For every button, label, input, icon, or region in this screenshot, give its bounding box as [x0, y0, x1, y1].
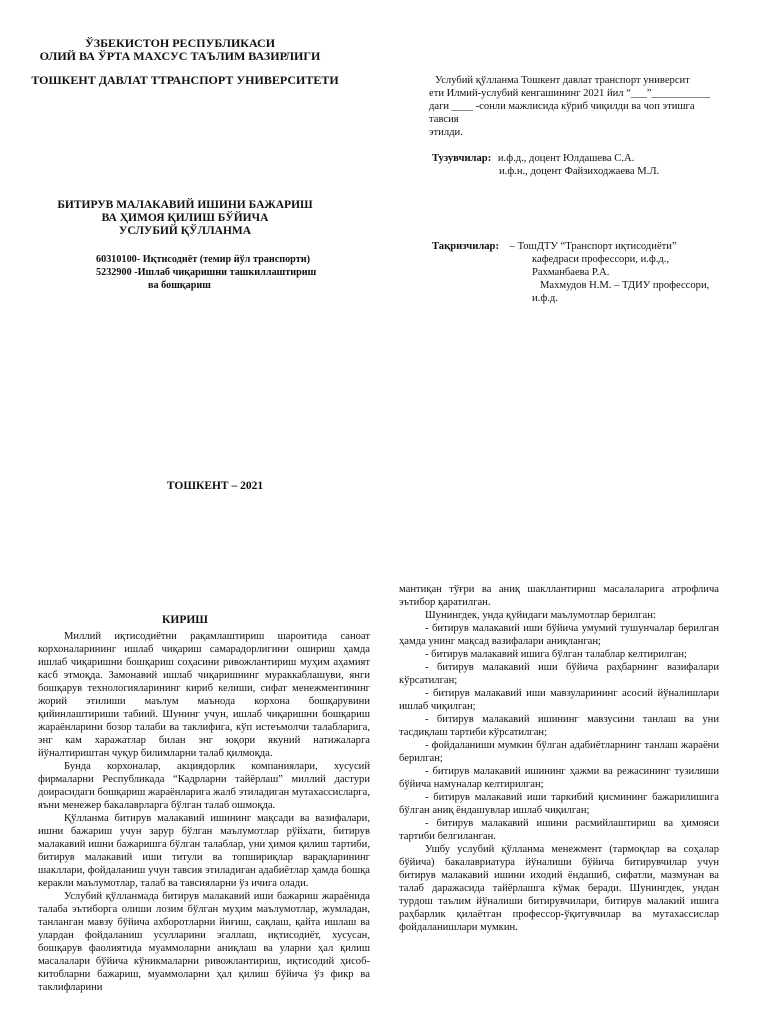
title-line-2: ВА ҲИМОЯ ҚИЛИШ БЎЙИЧА — [101, 212, 269, 224]
reviewer-line-2: кафедраси профессори, и.ф.д., — [532, 254, 670, 265]
title-line-1: БИТИРУВ МАЛАКАВИЙ ИШИНИ БАЖАРИШ — [57, 199, 313, 211]
compiler-1: и.ф.д., доцент Юлдашева С.А. — [497, 153, 635, 164]
right-line-3: - битирув малакавий иши бўйича умумий тушунчалар берилган ҳамда унинг мақсад вазифалари аниқланган; — [399, 623, 719, 647]
right-line-8: - фойдаланиши мумкин бўлган адабиётларнинг танлаш жараёни берилган; — [399, 740, 719, 764]
compilers-block — [432, 152, 732, 178]
right-line-10: - битирув малакавий иши таркибий қисмининг бажарилишига бўлган аниқ ёндашувлар ишлаб чиқилган; — [399, 792, 719, 816]
right-line-6: - битирув малакавий иши мавзуларининг асосий йўналишлари ишлаб чиқилган; — [399, 688, 719, 712]
header-line-2: ОЛИЙ ВА ЎРТА МАХСУС ТАЪЛИМ ВАЗИРЛИГИ — [39, 49, 321, 63]
specialty-line-2: 5232900 -Ишлаб чиқаришни ташкиллаштириш — [96, 267, 317, 278]
reviewer-line-4: Махмудов Н.М. – ТДИУ профессори, — [540, 280, 710, 291]
intro-right-column — [399, 583, 719, 933]
right-line-1: мантиқан тўғри ва аниқ шакллантириш масалаларига атрофлича эътибор қаратилган. — [399, 584, 719, 608]
header-line-1: ЎЗБЕКИСТОН РЕСПУБЛИКАСИ — [84, 36, 276, 50]
intro-paragraph-1: Миллий иқтисодиётни рақамлаштириш шароитида саноат корхоналарининг ишлаб чиқариш самарадорлигини ошириш ҳамда ишлаб чиқаришни бошқариш соҳасини ривожлантириш муҳим аҳамият касб этмоқда. Замонавий ишлаб чиқаришнинг мураккаблашуви, янги бошқарув технологияларининг кириб келиши, сифат менежментининг жорий этилиши маълум маънода корхона бошқарувини қийинлаштириши табиий. Шунинг учун, ишлаб чиқаришни бошқариш жараёнларини бозор талаби ва таклифига, кўп истеъмолчи талабларига, энг кам харажатлар билан энг юқори якуний натижаларга йўналтириштан чуқур билимларни талаб қилмоқда. — [38, 631, 370, 759]
intro-paragraph-3: Қўлланма битирув малакавий ишининг мақсади ва вазифалари, ишни бажариш учун зарур бўлган маълумотлар рўйхати, битирув малакавий ишни бажаришга бўлган талаблар, уни ҳимоя қилиш тартиби, битирув малакавий иши титули ва топшириқлар варақларининг шакллари, фойдаланиш учун тавсия этиладиган адабиётлар ҳамда бошқа керакли маълумотлар, талаб ва тавсияларни ўз ичига олади. — [38, 813, 370, 889]
approval-note — [429, 74, 721, 139]
reviewer-line-5: и.ф.д. — [532, 293, 558, 304]
reviewer-line-1: – ТошДТУ “Транспорт иқтисодиёти” — [509, 241, 677, 252]
city-year: ТОШКЕНТ – 2021 — [166, 480, 264, 492]
ministry-header — [10, 37, 350, 63]
approval-line-1: Услубий қўлланма Тошкент давлат транспорт университ — [435, 75, 690, 86]
document-title — [40, 199, 330, 238]
university-name: ТОШКЕНТ ДАВЛАТ ТТРАНСПОРТ УНИВЕРСИТЕТИ — [31, 73, 339, 87]
right-line-11: - битирув малакавий ишини расмийлаштириш ва ҳимояси тартиби белгиланган. — [399, 818, 719, 842]
reviewers-block — [432, 240, 732, 305]
right-line-9: - битирув малакавий ишининг ҳажми ва режасининг тузилиши бўйича намуналар келтирилган; — [399, 766, 719, 790]
right-line-2: Шунингдек, унда қуйидаги маълумотлар берилган: — [425, 610, 656, 621]
reviewers-label: Тақризчилар: — [432, 241, 499, 252]
approval-line-3: даги ____ -сонли мажлисида кўриб чиқилди ва чоп этишга тавсия — [429, 101, 695, 125]
reviewer-line-3: Рахманбаева Р.А. — [532, 267, 610, 278]
right-line-4: - битирув малакавий ишига бўлган талаблар келтирилган; — [425, 649, 687, 660]
title-line-3: УСЛУБИЙ ҚЎЛЛАНМА — [118, 225, 252, 237]
approval-line-2: ети Илмий-услубий кенгашининг 2021 йил “___”___________ — [429, 88, 710, 99]
intro-paragraph-2: Бунда корхоналар, акциядорлик компаниялари, хусусий фирмаларни Республикада “Кадрларни тайёрлаш” миллий дастури доирасидаги бошқариш жараёнларига жалб этиладиган мутахассисларга, яъни менежер бакалаврларга бўлган талаб ошмоқда. — [38, 761, 370, 811]
specialty-line-1: 60310100- Иқтисодиёт (темир йўл транспорти) — [96, 254, 310, 265]
intro-heading: КИРИШ — [162, 614, 208, 626]
compilers-label: Тузувчилар: — [432, 153, 492, 164]
specialty-block — [96, 253, 356, 292]
specialty-line-3: ва бошқариш — [148, 280, 211, 291]
compiler-2: и.ф.н., доцент Файзиходжаева М.Л. — [499, 166, 660, 177]
intro-paragraph-4: Услубий қўлланмада битирув малакавий иши бажариш жараёнида талаба эътиборга олиши лозим бўлган муҳим маълумотлар, жумладан, танланган мавзу бўйича ахборотларни йиғиш, сақлаш, қайта ишлаш ва улардан фойдаланиш усулларини эгаллаш, иқтисодиёт, хусусан, бошқарув фаолиятида муаммоларни аниқлаш ва уларни ҳал қилиш масалалари бўйича кўникмаларни ривожлантириш, иқтисодий ҳисоб-китобларни бажариш, муаммоларни ҳал қилиш бўйича ўз фикр ва таклифларини — [38, 891, 370, 993]
intro-left-column — [38, 630, 370, 1022]
right-line-5: - битирув малакавий иши бўйича раҳбарнинг вазифалари кўрсатилган; — [399, 662, 719, 686]
approval-line-4: этилди. — [429, 127, 463, 138]
right-line-7: - битирув малакавий ишининг мавзусини танлаш ва уни тасдиқлаш тартиби кўрсатилган; — [399, 714, 719, 738]
right-line-12: Ушбу услубий қўлланма менежмент (тармоқлар ва соҳалар бўйича) бакалавриатура йўналиши бўйича битирувчилар учун битирув малакавий ишини иходий ёндашиб, сифатли, мазмунан ва талаб даражасида тайёрлашга кўмак беради. Шунингдек, ундан турдош таълим йўналиши битирувчилари, битирув малакий ишига раҳбарлик қилаётган профессор-ўқитувчилар ва мутахассислар фойдаланишлари мумкин. — [399, 844, 719, 933]
